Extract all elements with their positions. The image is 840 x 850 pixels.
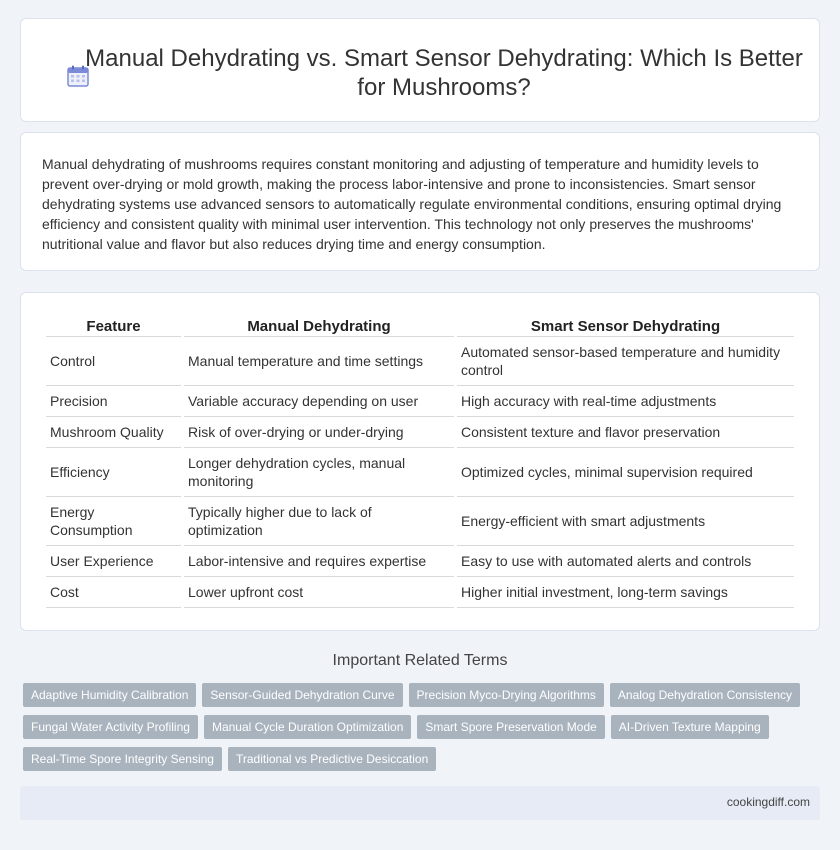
feature-cell: Precision: [46, 386, 181, 417]
intro-paragraph: Manual dehydrating of mushrooms requires constant monitoring and adjusting of temperature and humidity levels to prevent over-drying or mold growth, making the process labor-intensive and prone to inconsistencies. Smart sensor dehydrating systems use advanced sensors to automatically regulate environmental conditions, ensuring optimal drying efficiency and consistent quality with minimal user intervention. This technology not only preserves the mushrooms' nutritional value and flavor but also reduces drying time and energy consumption.: [42, 156, 782, 252]
feature-cell: Cost: [46, 577, 181, 608]
footer: [20, 786, 820, 820]
comparison-table: [43, 311, 797, 608]
smart-cell: Easy to use with automated alerts and controls: [457, 546, 794, 577]
feature-cell: User Experience: [46, 546, 181, 577]
smart-cell: Higher initial investment, long-term savings: [457, 577, 794, 608]
table-row: [46, 448, 794, 497]
related-term-tag[interactable]: Traditional vs Predictive Desiccation: [228, 747, 436, 771]
related-term-tag[interactable]: Analog Dehydration Consistency: [610, 683, 800, 707]
smart-cell: Automated sensor-based temperature and humidity control: [457, 337, 794, 386]
title-card: [20, 18, 820, 122]
header-smart: Smart Sensor Dehydrating: [457, 311, 794, 337]
comparison-table-card: [20, 292, 820, 631]
table-row: [46, 386, 794, 417]
related-term-tag[interactable]: Sensor-Guided Dehydration Curve: [202, 683, 402, 707]
manual-cell: Longer dehydration cycles, manual monitoring: [184, 448, 454, 497]
header-manual: Manual Dehydrating: [184, 311, 454, 337]
related-term-tag[interactable]: Manual Cycle Duration Optimization: [204, 715, 411, 739]
smart-cell: High accuracy with real-time adjustments: [457, 386, 794, 417]
feature-cell: Efficiency: [46, 448, 181, 497]
footer-site-link[interactable]: cookingdiff.com: [726, 795, 810, 809]
table-row: [46, 546, 794, 577]
related-terms-heading: Important Related Terms: [332, 652, 508, 669]
feature-cell: Control: [46, 337, 181, 386]
table-row: [46, 497, 794, 546]
related-term-tag[interactable]: Real-Time Spore Integrity Sensing: [23, 747, 222, 771]
manual-cell: Typically higher due to lack of optimization: [184, 497, 454, 546]
table-row: [46, 417, 794, 448]
related-term-tag[interactable]: AI-Driven Texture Mapping: [611, 715, 769, 739]
table-header-row: [46, 311, 794, 337]
page-title: Manual Dehydrating vs. Smart Sensor Dehydrating: Which Is Better for Mushrooms?: [85, 45, 803, 101]
manual-cell: Risk of over-drying or under-drying: [184, 417, 454, 448]
related-term-tag[interactable]: Smart Spore Preservation Mode: [417, 715, 604, 739]
table-row: [46, 337, 794, 386]
smart-cell: Energy-efficient with smart adjustments: [457, 497, 794, 546]
table-row: [46, 577, 794, 608]
manual-cell: Lower upfront cost: [184, 577, 454, 608]
related-terms-list: [23, 683, 823, 771]
related-term-tag[interactable]: Fungal Water Activity Profiling: [23, 715, 198, 739]
manual-cell: Labor-intensive and requires expertise: [184, 546, 454, 577]
smart-cell: Consistent texture and flavor preservation: [457, 417, 794, 448]
header-feature: Feature: [46, 311, 181, 337]
related-term-tag[interactable]: Precision Myco-Drying Algorithms: [409, 683, 604, 707]
smart-cell: Optimized cycles, minimal supervision required: [457, 448, 794, 497]
manual-cell: Variable accuracy depending on user: [184, 386, 454, 417]
feature-cell: Mushroom Quality: [46, 417, 181, 448]
related-term-tag[interactable]: Adaptive Humidity Calibration: [23, 683, 196, 707]
manual-cell: Manual temperature and time settings: [184, 337, 454, 386]
intro-card: [20, 132, 820, 271]
feature-cell: Energy Consumption: [46, 497, 181, 546]
